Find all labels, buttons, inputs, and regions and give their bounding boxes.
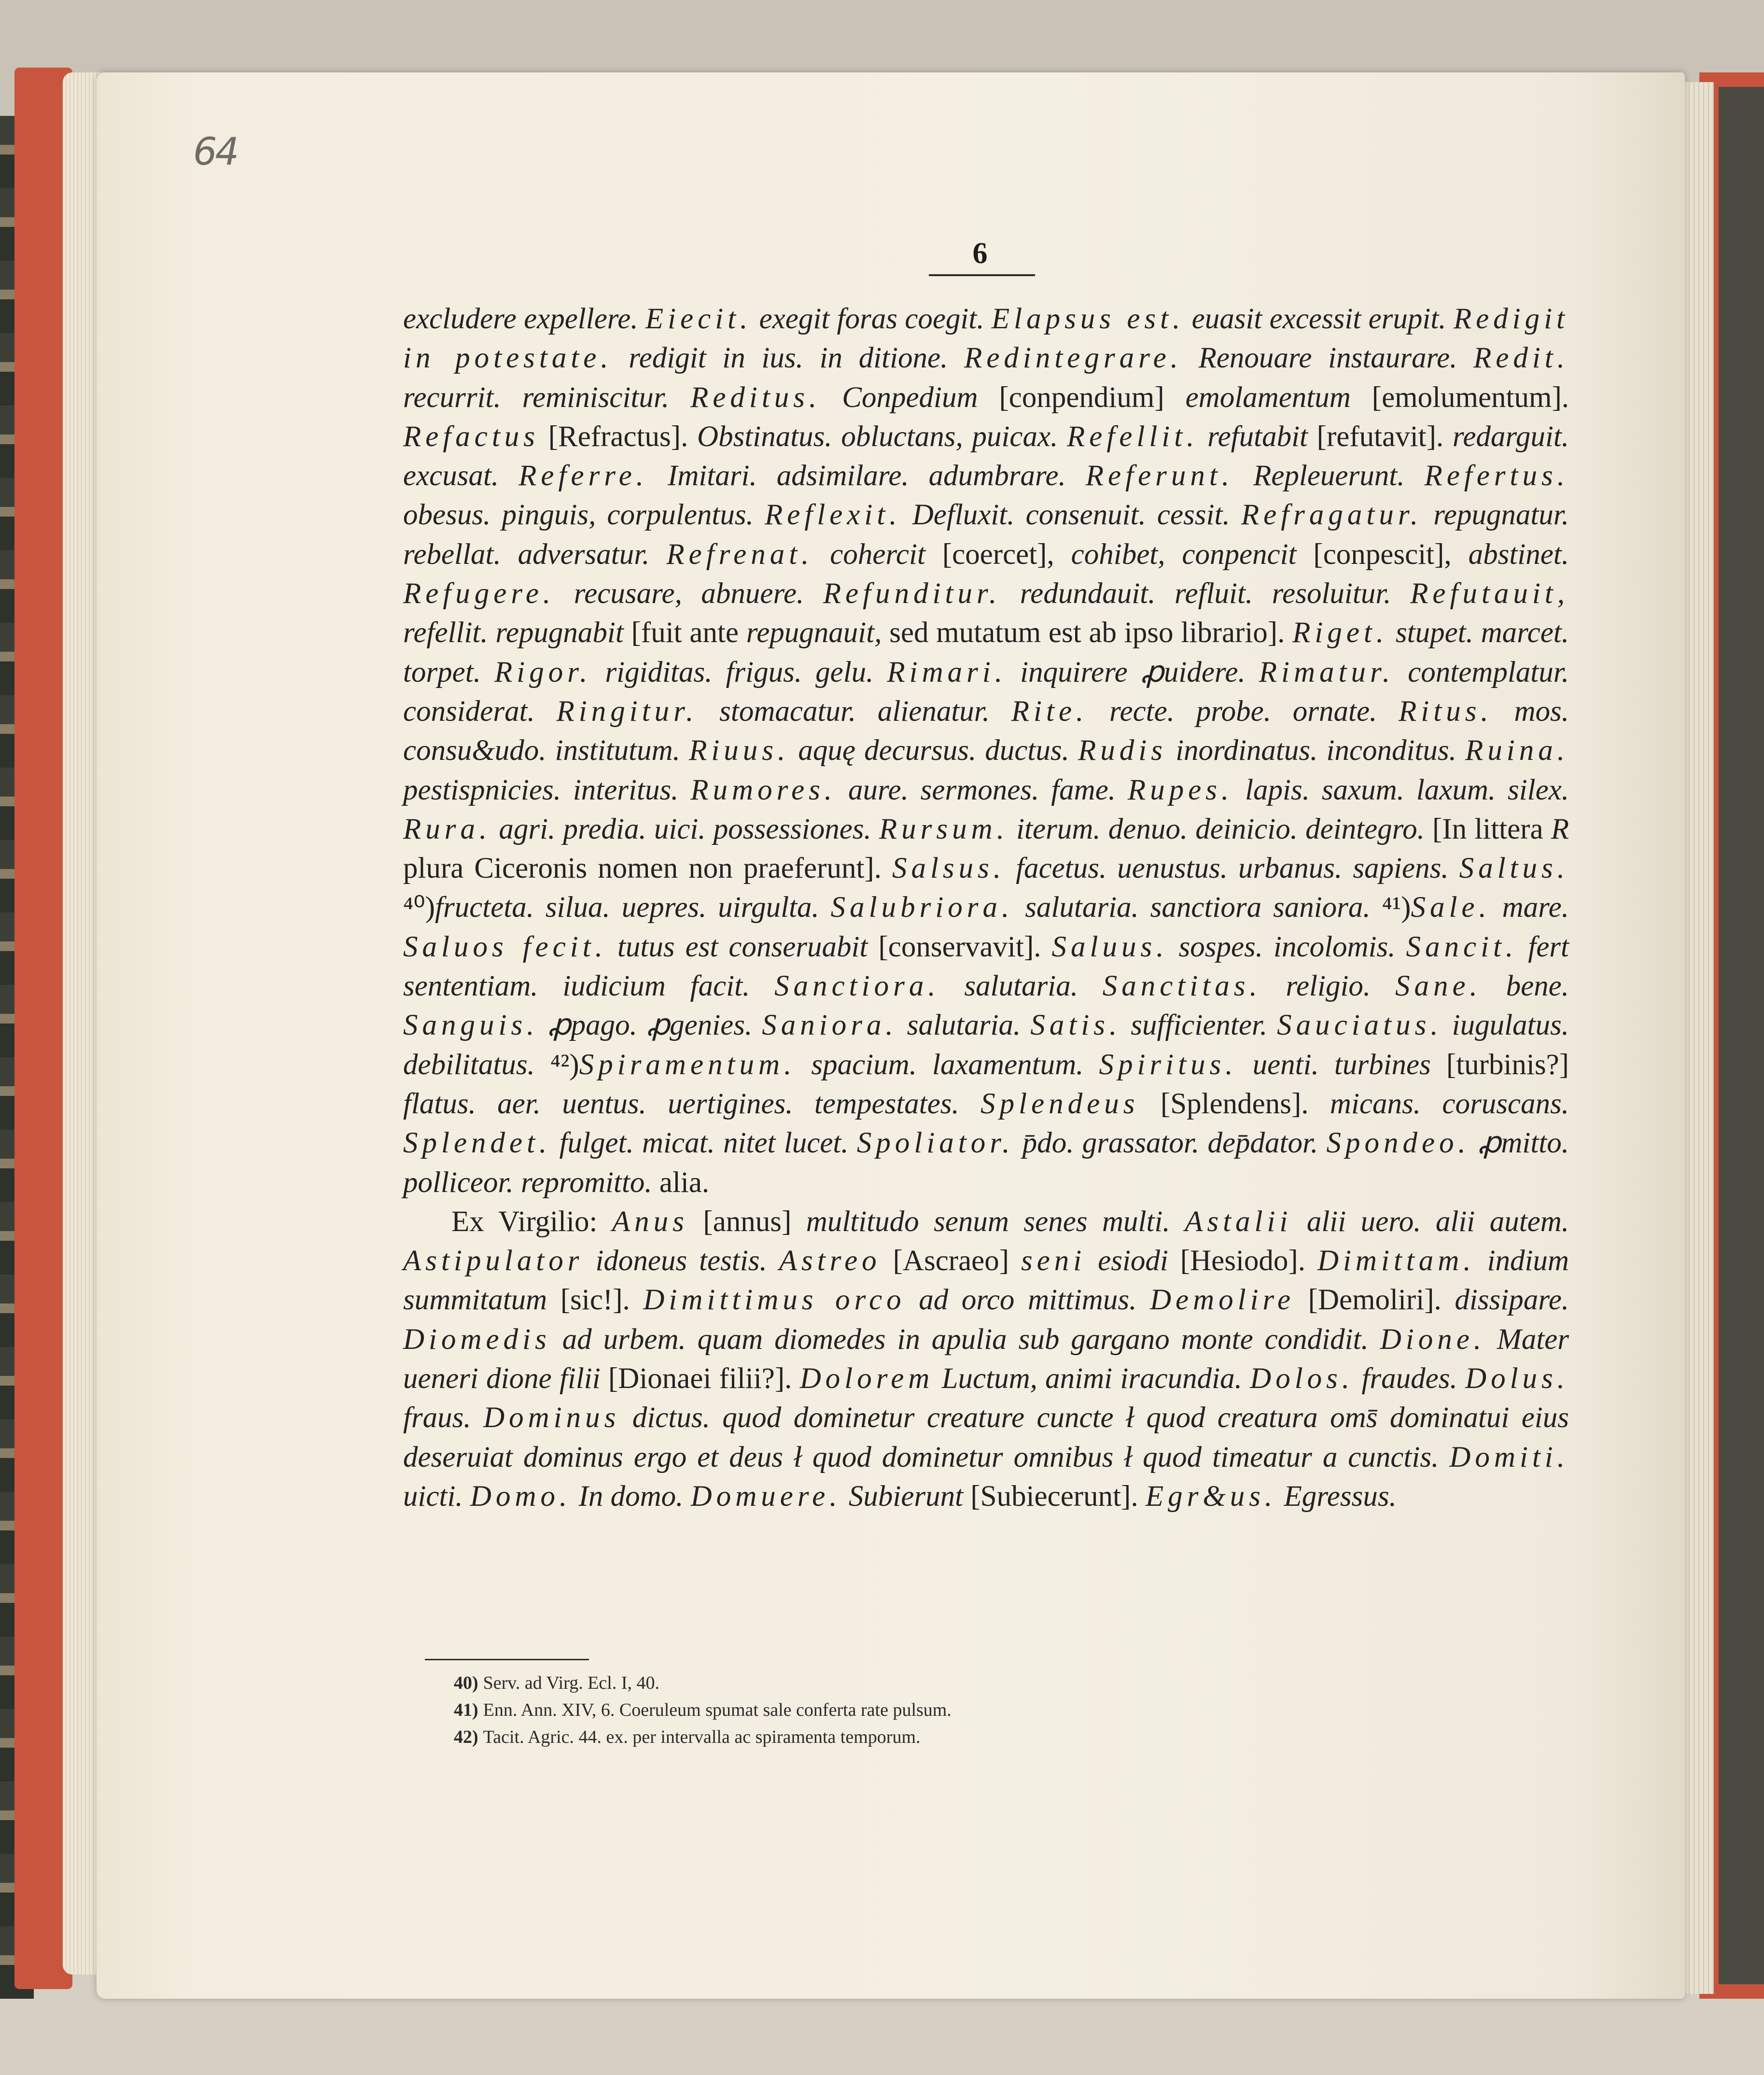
gloss-text: Luctum, animi iracundia. — [934, 1362, 1250, 1395]
lemma-text: Refunditur. — [823, 577, 1001, 610]
gloss-text: micans. coruscans. — [1330, 1087, 1569, 1120]
gloss-text: salutaria. — [897, 1009, 1031, 1042]
gloss-text: tutus est conseruabit — [606, 930, 879, 963]
lemma-text: Spiramentum. — [579, 1048, 796, 1081]
page-number: 6 — [972, 237, 988, 270]
lemma-text: Sanctiora. — [774, 970, 940, 1003]
gloss-text: iterum. denuo. deinicio. deintegro. — [1008, 813, 1433, 845]
cover-binding-right — [1719, 87, 1764, 1984]
lemma-text: Dolorem — [799, 1362, 934, 1395]
lemma-text: Splendeus — [980, 1087, 1139, 1120]
gloss-text: iugulatus. debilitatus. — [403, 1009, 1569, 1081]
lemma-text: Dolos. — [1250, 1362, 1354, 1395]
lemma-text: Spondeo. — [1326, 1127, 1470, 1160]
editor-text: [Hesiodo]. — [1180, 1245, 1317, 1277]
editor-text: [sic!]. — [560, 1284, 644, 1317]
editor-text: [Dionaei filii?]. — [608, 1362, 800, 1395]
lemma-text: Rupes. — [1127, 773, 1233, 806]
gloss-text: recte. probe. ornate. — [1088, 695, 1399, 728]
editor-text: Ex Virgilio: — [451, 1205, 612, 1238]
gloss-text: refellit. repugnabit — [403, 617, 631, 649]
gloss-text: rigiditas. frigus. gelu. — [591, 656, 887, 688]
gloss-text: flatus. aer. uentus. uertigines. tempestates. — [403, 1087, 981, 1120]
footnote-42: 42) Tacit. Agric. 44. ex. per intervalla ac spiramenta temporum. — [454, 1727, 921, 1747]
editor-text: [conpendium] — [999, 381, 1186, 414]
lemma-text: Rimatur. — [1259, 656, 1395, 688]
lemma-text: Saluos fecit. — [403, 930, 607, 963]
lemma-text: Rimari. — [887, 656, 1007, 688]
lemma-text: Reditus. — [690, 381, 821, 414]
gloss-text: pestispnicies. interitus. — [403, 773, 691, 806]
lemma-text: Sanctitas. — [1102, 970, 1261, 1003]
gloss-text: emolamentum — [1185, 381, 1372, 414]
gloss-text: sufficienter. — [1121, 1009, 1277, 1042]
main-text — [403, 299, 1569, 1516]
lemma-text: Elapsus est. — [991, 303, 1185, 335]
lemma-text: Rigor. — [494, 656, 592, 688]
lemma-text: Splendet. — [403, 1127, 551, 1160]
lemma-text: Sauciatus. — [1277, 1009, 1442, 1042]
gloss-text: mare. — [1490, 891, 1569, 924]
gloss-text: inquirere ꝓuidere. — [1007, 656, 1259, 688]
gloss-text: Defluxit. consenuit. cessit. — [901, 499, 1241, 532]
gloss-text: sospes. incolomis. — [1168, 930, 1406, 963]
editor-text: [In littera — [1432, 813, 1551, 845]
gloss-text: alii uero. alii autem. — [1292, 1205, 1569, 1238]
lemma-text: Referunt. — [1085, 460, 1234, 492]
gloss-text: religio. — [1261, 970, 1395, 1003]
gloss-text: ad urbem. quam diomedes in apulia sub gargano monte condidit. — [550, 1323, 1380, 1356]
gloss-text: repugnatur. rebellat. adversatur. — [403, 499, 1569, 571]
lemma-text: Refactus — [403, 420, 540, 453]
gloss-text: dissipare. — [1455, 1284, 1569, 1317]
editor-text: [conservavit]. — [878, 930, 1052, 963]
gloss-text: fructeta. silua. uepres. uirgulta. — [435, 891, 831, 924]
editor-text: ⁴²) — [550, 1048, 579, 1081]
lemma-text: Referre. — [518, 460, 648, 492]
lemma-text: Ringitur. — [556, 695, 698, 728]
editor-text: sed mutatum est ab ipso librario]. — [889, 617, 1293, 649]
editor-text: [Refractus]. — [539, 420, 698, 453]
lemma-text: Domo. — [470, 1480, 572, 1513]
gloss-text: Renouare instaurare. — [1182, 342, 1474, 375]
gloss-text: bene. — [1481, 970, 1569, 1003]
lemma-text: seni — [1021, 1245, 1086, 1277]
lemma-text: Salubriora. — [830, 891, 1014, 924]
lemma-text: Riget. — [1292, 617, 1388, 649]
editor-text: [emolumentum]. — [1372, 381, 1569, 414]
gloss-text: agri. predia. uici. possessiones. — [491, 813, 879, 845]
gloss-text: mos. consu&udo. institutum. — [403, 695, 1569, 767]
editor-text: [Ascraeo] — [881, 1245, 1021, 1277]
gloss-text: uicti. — [403, 1480, 470, 1513]
lemma-text: Redigit in potestate. — [403, 303, 1569, 375]
lemma-text: Sale. — [1411, 891, 1491, 924]
editor-text: [refutavit]. — [1316, 420, 1453, 453]
gloss-text: Subierunt — [841, 1480, 971, 1513]
gloss-text: Repleuerunt. — [1233, 460, 1425, 492]
editor-text: [fuit ante — [631, 617, 746, 649]
gloss-text: recurrit. reminiscitur. — [403, 381, 691, 414]
lemma-text: Saluus. — [1051, 930, 1168, 963]
lemma-text: Sancit. — [1406, 930, 1518, 963]
editor-text: alia. — [659, 1166, 710, 1199]
gloss-text: redigit in ius. in ditione. — [612, 342, 965, 375]
gloss-text: Mater ueneri dione filii — [403, 1323, 1569, 1395]
gloss-text: cohercit — [813, 538, 942, 571]
gloss-text: exegit foras coegit. — [752, 303, 992, 335]
lemma-text: Rursum. — [879, 813, 1008, 845]
gloss-text: In domo. — [571, 1480, 691, 1513]
footnotes — [454, 1669, 1564, 1751]
editor-text: [turbinis?] — [1446, 1048, 1569, 1081]
gloss-text: Egressus. — [1276, 1480, 1397, 1513]
lemma-text: Domuere. — [690, 1480, 841, 1513]
gloss-text: uenti. turbines — [1237, 1048, 1446, 1081]
gloss-text: idoneus testis. — [583, 1245, 779, 1277]
gloss-text: facetus. uenustus. urbanus. sapiens. — [1005, 852, 1459, 885]
paragraph-glossary-r-s — [403, 299, 1569, 1202]
pencil-folio-number: 64 — [193, 130, 238, 174]
page-number-rule — [929, 274, 1035, 276]
lemma-text: Rumores. — [690, 773, 837, 806]
paragraph-ex-virgilio — [403, 1202, 1569, 1516]
lemma-text: Dimittimus orco — [643, 1284, 906, 1317]
footnote-41: 41) Enn. Ann. XIV, 6. Coeruleum spumat sale conferta rate pulsum. — [454, 1700, 952, 1720]
gloss-text: salutaria. sanctiora saniora. — [1013, 891, 1382, 924]
gloss-text: stomacatur. alienatur. — [698, 695, 1011, 728]
gloss-text: ad orco mittimus. — [905, 1284, 1150, 1317]
lemma-text: Sanguis. — [403, 1009, 539, 1042]
gloss-text: Imitari. adsimilare. adumbrare. — [648, 460, 1086, 492]
gloss-text: cohibet, conpencit — [1071, 538, 1314, 571]
lemma-text: Refugere. — [403, 577, 555, 610]
gloss-text: R — [1551, 813, 1569, 845]
gloss-text: aure. sermones. fame. — [836, 773, 1128, 806]
lemma-text: Rite. — [1011, 695, 1088, 728]
gloss-text: repugnauit, — [746, 617, 890, 649]
lemma-text: Rura. — [403, 813, 491, 845]
lemma-text: Astalii — [1185, 1205, 1292, 1238]
lemma-text: Diomedis — [403, 1323, 551, 1356]
editor-text: [Splendens]. — [1139, 1087, 1330, 1120]
gloss-text: recusare, abnuere. — [555, 577, 823, 610]
lemma-text: Refragatur. — [1241, 499, 1423, 532]
lemma-text: Refertus. — [1424, 460, 1569, 492]
lemma-text: Sane. — [1395, 970, 1482, 1003]
gloss-text: aquę decursus. ductus. — [789, 734, 1078, 767]
gloss-text: redundauit. refluit. resoluitur. — [1001, 577, 1411, 610]
gloss-text: inordinatus. inconditus. — [1166, 734, 1466, 767]
lemma-text: Reflexit. — [765, 499, 901, 532]
lemma-text: Anus — [612, 1205, 688, 1238]
lemma-text: Dione. — [1380, 1323, 1486, 1356]
lemma-text: Refrenat. — [666, 538, 813, 571]
lemma-text: Ruina. — [1465, 734, 1569, 767]
editor-text: plura Ciceronis nomen non praeferunt]. — [403, 852, 892, 885]
lemma-text: Satis. — [1030, 1009, 1121, 1042]
lemma-text: Spiritus. — [1099, 1048, 1237, 1081]
lemma-text: Dimittam. — [1317, 1245, 1475, 1277]
gloss-text: Obstinatus. obluctans, puicax. — [697, 420, 1067, 453]
gloss-text: redarguit. excusat. — [403, 420, 1569, 492]
gloss-text: fulget. micat. nitet lucet. — [551, 1127, 857, 1160]
lemma-text: Domiti. — [1449, 1441, 1569, 1473]
gloss-text: stupet. marcet. torpet. — [403, 617, 1569, 688]
gloss-text: indium summitatum — [403, 1245, 1569, 1317]
editor-text: [annus] — [688, 1205, 806, 1238]
lemma-text: Eiecit. — [645, 303, 752, 335]
lemma-text: Demolire — [1149, 1284, 1295, 1317]
gloss-text: salutaria. — [939, 970, 1103, 1003]
footnote-rule — [425, 1659, 589, 1660]
gloss-text: multitudo senum senes multi. — [806, 1205, 1185, 1238]
gloss-text: fraus. — [403, 1402, 484, 1434]
lemma-text: Egr&us. — [1145, 1480, 1277, 1513]
footnote-40: 40) Serv. ad Virg. Ecl. I, 40. — [454, 1673, 659, 1693]
gloss-text: fraudes. — [1354, 1362, 1466, 1395]
editor-text: ⁴¹) — [1382, 891, 1411, 924]
lemma-text: Dominus — [483, 1402, 620, 1434]
editor-text: ⁴⁰) — [403, 891, 435, 924]
gloss-text: lapis. saxum. laxum. silex. — [1233, 773, 1569, 806]
gloss-text: spacium. laxamentum. — [796, 1048, 1099, 1081]
gloss-text: p̄do. grassator. dep̄dator. — [1014, 1127, 1327, 1160]
editor-text: [coercet], — [942, 538, 1071, 571]
editor-text: [conpescit], — [1313, 538, 1469, 571]
gloss-text: excludere expellere. — [403, 303, 645, 335]
editor-text: [Subiecerunt]. — [970, 1480, 1146, 1513]
lemma-text: Astipulator — [403, 1245, 584, 1277]
gloss-text: obesus. pinguis, corpulentus. — [403, 499, 765, 532]
gloss-text: ꝓmitto. polliceor. repromitto. — [403, 1127, 1569, 1199]
lemma-text: Saniora. — [762, 1009, 897, 1042]
lemma-text: Salsus. — [892, 852, 1006, 885]
gloss-text: fert sententiam. iudicium facit. — [403, 930, 1569, 1003]
lemma-text: Rudis — [1078, 734, 1167, 767]
lemma-text: Dolus. — [1465, 1362, 1569, 1395]
lemma-text: Spoliator. — [856, 1127, 1014, 1160]
lemma-text: Redit. — [1473, 342, 1569, 375]
gloss-text: ꝓpago. ꝓgenies. — [538, 1009, 762, 1042]
lemma-text: Astreo — [779, 1245, 881, 1277]
gloss-text: contemplatur. considerat. — [403, 656, 1569, 728]
lemma-text: Refellit. — [1067, 420, 1199, 453]
gloss-text: Conpedium — [821, 381, 999, 414]
gloss-text: euasit excessit erupit. — [1184, 303, 1454, 335]
gloss-text: refutabit — [1198, 420, 1317, 453]
lemma-text: Saltus. — [1459, 852, 1569, 885]
editor-text: [Demoliri]. — [1295, 1284, 1455, 1317]
lemma-text: Ritus. — [1399, 695, 1493, 728]
lemma-text: Refutauit, — [1410, 577, 1569, 610]
gloss-text: dictus. quod dominetur creature cuncte ł quod creatura oms̄ dominatui eius deseruiat dominus ergo et deus ł quod dominetur omnibus ł quod timeatur a cunctis. — [403, 1402, 1569, 1473]
gloss-text: esiodi — [1086, 1245, 1180, 1277]
lemma-text: Riuus. — [689, 734, 790, 767]
gloss-text: abstinet. — [1468, 538, 1569, 571]
lemma-text: Redintegrare. — [964, 342, 1182, 375]
